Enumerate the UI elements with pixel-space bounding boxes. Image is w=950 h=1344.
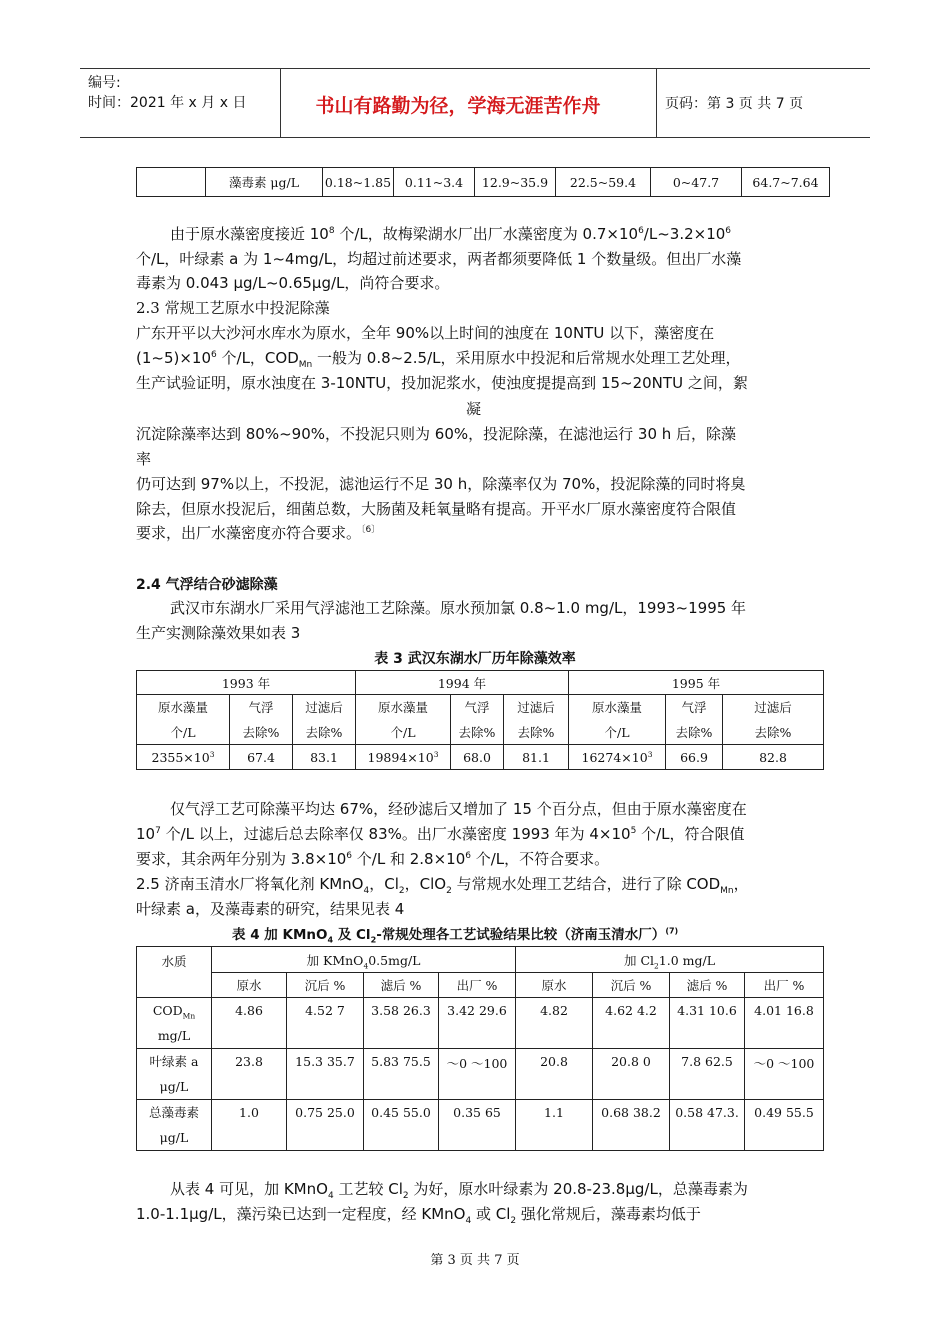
table-cell: 1994 年 [356,671,569,695]
table-cell: 过滤后 [293,695,356,720]
table-cell: 1.1 [516,1100,593,1151]
paragraph-line: 仅气浮工艺可除藻平均达 67%，经砂滤后又增加了 15 个百分点，但由于原水藻密度在 [170,800,747,818]
table-cell: 20.8 0 [593,1049,670,1100]
paragraph-line: 毒素为 0.043 μg/L~0.65μg/L，尚符合要求。 [136,274,450,292]
table-cell: $2355\times 10^3$ [137,745,230,770]
table-cell: 个/L [569,720,666,745]
table-cell: 总藻毒素 μg/L [137,1100,212,1151]
table-cell: 气浮 [451,695,504,720]
paragraph-line: 凝 [466,400,482,418]
table-cell: 叶绿素 a μg/L [137,1049,212,1100]
table-cell: 加 KMnO$_4$0.5mg/L [212,947,516,973]
table-cell: 个/L [137,720,230,745]
table-cell: 0.49 55.5 [745,1100,824,1151]
table-cell: 67.4 [230,745,293,770]
table-cell: 滤后 % [364,973,439,998]
table-cell: ～0 ～100 [439,1049,516,1100]
table-cell: 4.31 10.6 [670,998,745,1049]
table-cell: 水质 [137,947,212,998]
table-cell: 藻毒素 μg/L [206,168,323,197]
table-cell: 23.8 [212,1049,287,1100]
table-cell: 去除% [451,720,504,745]
paragraph-line: 除去，但原水投泥后，细菌总数，大肠菌及耗氧量略有提高。开平水厂原水藻密度符合限值 [136,500,737,518]
table-cell: 4.52 7 [287,998,364,1049]
paragraph-line: 叶绿素 a，及藻毒素的研究，结果见表 4 [136,900,405,918]
table-cell: 0.35 65 [439,1100,516,1151]
number-label: 编号: [88,75,121,91]
table-cell: 5.83 75.5 [364,1049,439,1100]
page-header [80,68,870,138]
table-cell: 1995 年 [569,671,824,695]
time-label: 时间：2021 年 x 月 x 日 [88,95,247,111]
paragraph-line: 广东开平以大沙河水库水为原水，全年 90%以上时间的浊度在 10NTU 以下，藻密度在 [136,324,715,342]
table-cell: $19894\times 10^3$ [356,745,451,770]
table-cell: 12.9~35.9 [475,168,556,197]
header-page-label: 页码：第 3 页 共 7 页 [665,96,804,112]
header-motto: 书山有路勤为径，学海无涯苦作舟 [315,95,601,117]
table-cell [137,168,206,197]
table-cell: 7.8 62.5 [670,1049,745,1100]
table-cell: 0.11~3.4 [394,168,475,197]
table-cell: 0.45 55.0 [364,1100,439,1151]
table-cell: 滤后 % [670,973,745,998]
table3 [136,670,824,770]
table-cell: 0.75 25.0 [287,1100,364,1151]
table-cell: 1993 年 [137,671,356,695]
section-heading-2-4: 2.4 气浮结合砂滤除藻 [136,577,278,593]
table-cell: $COD_{Mn}$ mg/L [137,998,212,1049]
table-cell: 气浮 [230,695,293,720]
table-cell: 过滤后 [504,695,569,720]
table-cell: 0~47.7 [651,168,742,197]
table-cell: 沉后 % [593,973,670,998]
section-heading-2-3: 2.3 常规工艺原水中投泥除藻 [136,299,330,317]
table-cell: 0.68 38.2 [593,1100,670,1151]
page-footer: 第 3 页 共 7 页 [430,1253,520,1268]
table-cell: 83.1 [293,745,356,770]
table-cell: 去除% [666,720,723,745]
table-cell: 去除% [723,720,824,745]
paragraph-line: 仍可达到 97%以上，不投泥，滤池运行不足 30 h，除藻率仅为 70%，投泥除藻的同时将臭 [136,475,746,493]
paragraph-line: 1.0-1.1μg/L，藻污染已达到一定程度，经 KMnO$_4$ 或 $Cl_2$ 强化常规后，藻毒素均低于 [136,1205,701,1226]
paragraph-line: 由于原水藻密度接近 $10^8$ 个/L，故梅梁湖水厂出厂水藻密度为 $0.7\times 10^6/L\sim 3.2\times 10^6$ [170,225,732,243]
table-cell: 原水 [212,973,287,998]
table-cell: 64.7~7.64 [742,168,830,197]
table-cell: 加 $Cl_21.0$ mg/L [516,947,824,973]
table-cell: 0.18~1.85 [323,168,394,197]
toxin-table-fragment [136,167,830,197]
paragraph-line: 率 [136,450,152,468]
table-cell: 出厂 % [745,973,824,998]
paragraph-line: 要求，其余两年分别为 $3.8\times 10^6$ 个/L 和 $2.8\times 10^6$ 个/L，不符合要求。 [136,850,610,868]
table-cell: 1.0 [212,1100,287,1151]
paragraph-line: 生产实测除藻效果如表 3 [136,624,301,642]
table-cell: 3.42 29.6 [439,998,516,1049]
table-cell: 原水藻量 [569,695,666,720]
table-cell: 0.58 47.3. [670,1100,745,1151]
paragraph-line: 生产试验证明，原水浊度在 3-10NTU，投加泥浆水，使浊度提提高到 15~20NTU 之间，絮 [136,374,748,392]
table-cell: 去除% [293,720,356,745]
table-cell: 22.5~59.4 [556,168,651,197]
header-divider [656,69,657,137]
table4-caption: 表 4 加 KMnO$_4$ 及 $Cl_2-$常规处理各工艺试验结果比较（济南玉清水厂）$^{(7)}$ [232,926,679,945]
table-cell: 81.1 [504,745,569,770]
paragraph-line: 个/L，叶绿素 a 为 1~4mg/L，均超过前述要求，两者都须要降低 1 个数量级。但出厂水藻 [136,250,742,268]
table-cell: 20.8 [516,1049,593,1100]
table-cell: 66.9 [666,745,723,770]
paragraph-line: 要求，出厂水藻密度亦符合要求。$^{〔6〕}$ [136,524,381,542]
table-cell: 68.0 [451,745,504,770]
table-cell: 4.86 [212,998,287,1049]
table3-caption: 表 3 武汉东湖水厂历年除藻效率 [374,651,576,667]
table-cell: 3.58 26.3 [364,998,439,1049]
table-cell: 沉后 % [287,973,364,998]
table-cell: 4.01 16.8 [745,998,824,1049]
header-meta [88,73,246,113]
table-cell: 过滤后 [723,695,824,720]
paragraph-line: 2.5 济南玉清水厂将氧化剂 KMnO$_4$，$Cl_2$，ClO$_2$ 与常规水处理工艺结合，进行了除 $COD_{Mn}$， [136,875,749,896]
table-cell: 去除% [230,720,293,745]
paragraph-line: $10^7$ 个/L 以上，过滤后总去除率仅 83%。出厂水藻密度 1993 年为 $4\times 10^5$ 个/L，符合限值 [136,825,745,843]
table-cell: $16274\times 10^3$ [569,745,666,770]
table-cell: 原水藻量 [137,695,230,720]
table-cell: ～0 ～100 [745,1049,824,1100]
table-cell: 15.3 35.7 [287,1049,364,1100]
table-cell: 出厂 % [439,973,516,998]
table-cell: 个/L [356,720,451,745]
table-cell: 82.8 [723,745,824,770]
table-cell: 原水 [516,973,593,998]
table-cell: 4.62 4.2 [593,998,670,1049]
paragraph-line: 从表 4 可见，加 KMnO$_4$ 工艺较 $Cl_2$ 为好，原水叶绿素为 20.8-23.8μg/L，总藻毒素为 [170,1180,748,1201]
table-cell: 原水藻量 [356,695,451,720]
paragraph-line: 沉淀除藻率达到 80%~90%，不投泥只则为 60%，投泥除藻，在滤池运行 30 h 后，除藻 [136,425,737,443]
table-cell: 4.82 [516,998,593,1049]
paragraph-line: 武汉市东湖水厂采用气浮滤池工艺除藻。原水预加氯 0.8~1.0 mg/L，1993~1995 年 [170,599,747,617]
table-cell: 气浮 [666,695,723,720]
paragraph-line: $(1\sim 5)\times 10^6$ 个/L，$COD_{Mn}$ 一般为 0.8~2.5/L，采用原水中投泥和后常规水处理工艺处理， [136,349,741,370]
table-cell: 去除% [504,720,569,745]
table4 [136,946,824,1151]
